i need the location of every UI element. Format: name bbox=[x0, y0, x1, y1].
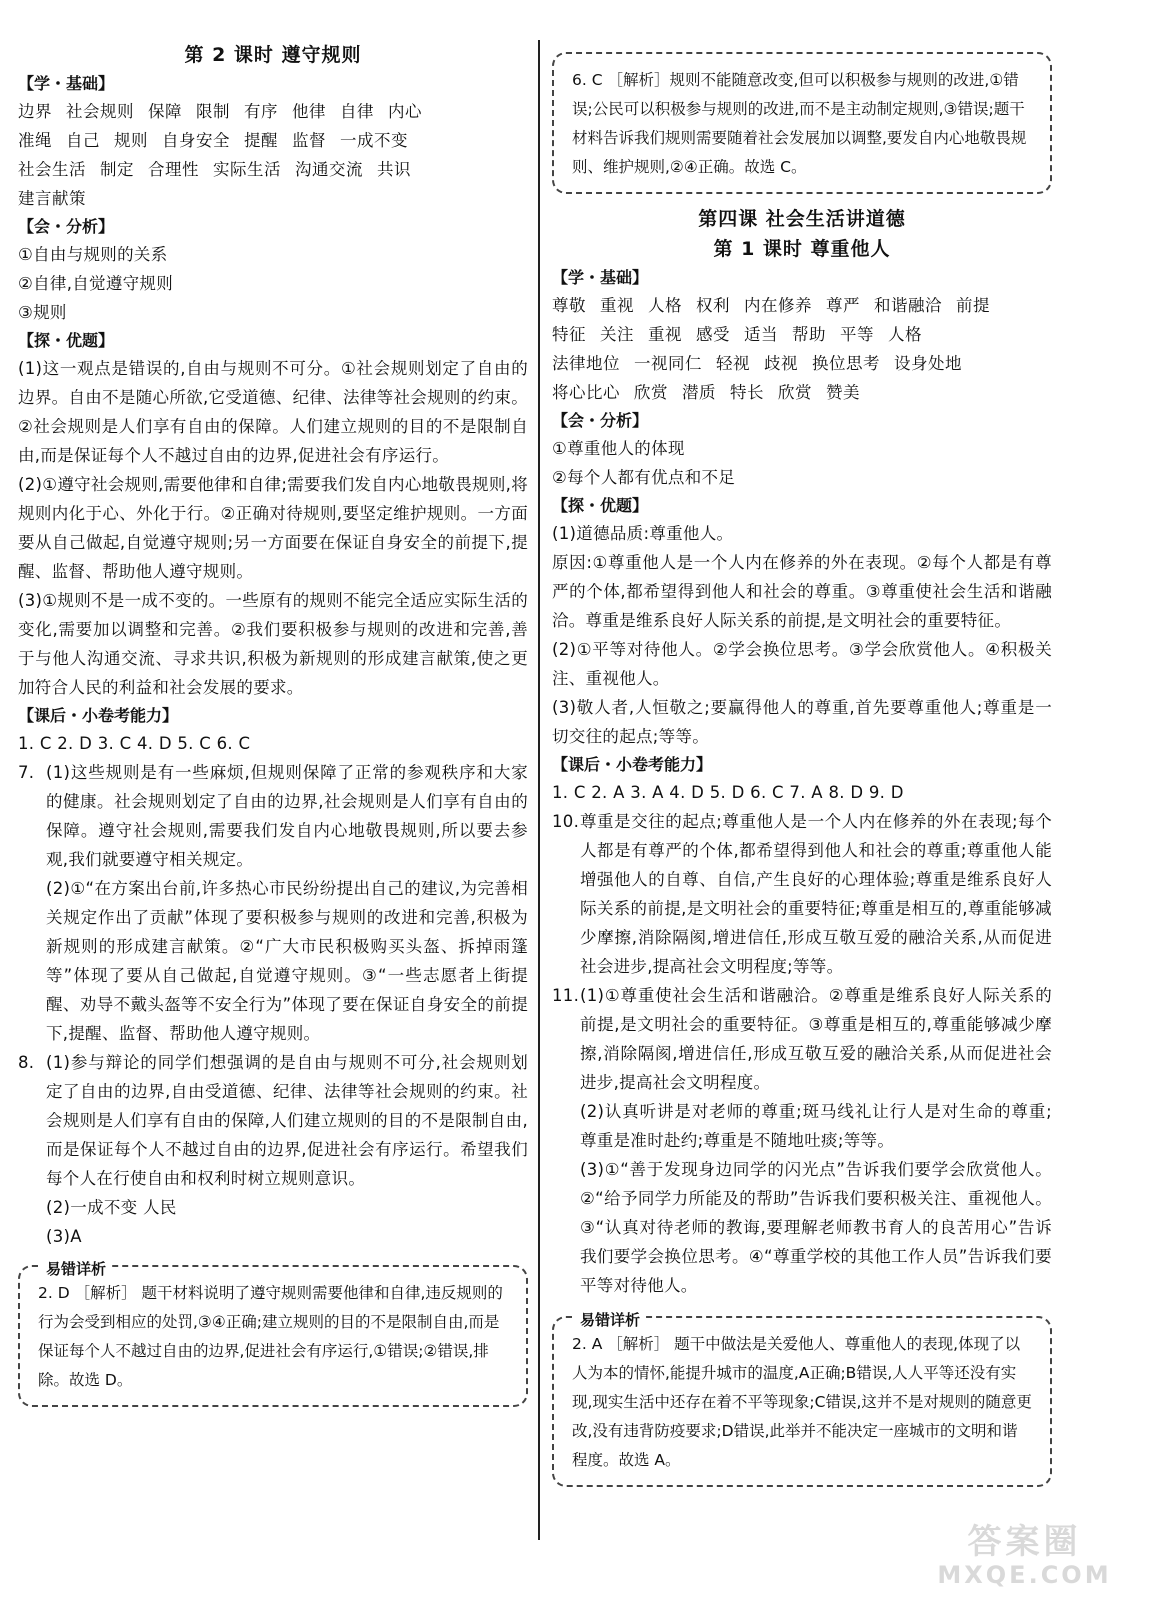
keyword: 人格 bbox=[888, 325, 922, 344]
keyword: 内在修养 bbox=[744, 296, 812, 315]
keyword: 将心比心 bbox=[552, 383, 620, 402]
keyword-row bbox=[18, 155, 528, 184]
section-heading: 【课后・小卷考能力】 bbox=[552, 755, 713, 774]
keyword: 自律 bbox=[340, 102, 374, 121]
keyword: 合理性 bbox=[148, 160, 199, 179]
keyword: 提醒 bbox=[244, 131, 278, 150]
section-heading: 【学・基础】 bbox=[18, 74, 115, 93]
keyword: 社会规则 bbox=[66, 102, 134, 121]
error-analysis-box bbox=[18, 1260, 528, 1407]
column-divider bbox=[538, 40, 540, 1540]
keyword: 适当 bbox=[744, 325, 778, 344]
keyword: 保障 bbox=[148, 102, 182, 121]
keyword: 歧视 bbox=[764, 354, 798, 373]
answer-paragraph: 尊重是交往的起点;尊重他人是一个人内在修养的外在表现;每个人都是有尊严的个体,都希望得到他人和社会的尊重;尊重他人能增强他人的自尊、自信,产生良好的心理体验;尊重是维系良好人际关系的前提,是文明社会的重要特征;尊重是相互的,尊重能够减少摩擦,消除隔阂,增进信任,形成互敬互爱的融洽关系,从而促进社会进步,提高社会文明程度;等等。 bbox=[580, 812, 1052, 976]
subsection-title: 第 1 课时 尊重他人 bbox=[713, 238, 891, 260]
answer-paragraph: (3)①“善于发现身边同学的闪光点”告诉我们要学会欣赏他人。②“给予同学力所能及的帮助”告诉我们要积极关注、重视他人。③“认真对待老师的教诲,要理解老师教书育人的良苦用心”告诉我们要学会换位思考。④“尊重学校的其他工作人员”告诉我们要平等对待他人。 bbox=[580, 1160, 1052, 1295]
keyword-list bbox=[552, 291, 1052, 407]
left-column bbox=[18, 40, 528, 1407]
answer-paragraph: (3)①规则不是一成不变的。一些原有的规则不能完全适应实际生活的变化,需要加以调整和完善。②我们要积极参与规则的改进和完善,善于与他人沟通交流、寻求共识,积极为新规则的形成建言献策,使之更加符合人民的利益和社会发展的要求。 bbox=[18, 591, 528, 697]
answer-paragraph: (3)A bbox=[46, 1227, 82, 1246]
keyword-row bbox=[552, 349, 1052, 378]
keyword-row bbox=[18, 126, 528, 155]
answer-paragraph: (3)敬人者,人恒敬之;要赢得他人的尊重,首先要尊重他人;尊重是一切交往的起点;等等。 bbox=[552, 698, 1052, 746]
lesson-title: 第四课 社会生活讲道德 bbox=[698, 208, 906, 230]
question-7 bbox=[18, 758, 528, 1048]
keyword: 换位思考 bbox=[812, 354, 880, 373]
keyword: 和谐融洽 bbox=[874, 296, 942, 315]
analysis-item: ②每个人都有优点和不足 bbox=[552, 468, 736, 487]
answer-paragraph: (2)①平等对待他人。②学会换位思考。③学会欣赏他人。④积极关注、重视他人。 bbox=[552, 640, 1052, 688]
keyword: 设身处地 bbox=[894, 354, 962, 373]
keyword: 尊敬 bbox=[552, 296, 586, 315]
answer-paragraph: (1)这些规则是有一些麻烦,但规则保障了正常的参观秩序和大家的健康。社会规则划定了自由的边界,社会规则是人们享有自由的保障。遵守社会规则,需要我们发自内心地敬畏规则,所以要去参观,我们就要遵守相关规定。 bbox=[46, 763, 528, 869]
right-column bbox=[552, 62, 1052, 1487]
analysis-item: ③规则 bbox=[18, 303, 67, 322]
answer-paragraph: (2)认真听讲是对老师的尊重;斑马线礼让行人是对生命的尊重;尊重是准时赴约;尊重是不随地吐痰;等等。 bbox=[580, 1102, 1052, 1150]
keyword: 实际生活 bbox=[213, 160, 281, 179]
question-10 bbox=[552, 807, 1052, 981]
keyword: 潜质 bbox=[682, 383, 716, 402]
keyword-list bbox=[18, 97, 528, 213]
error-analysis-box bbox=[552, 1311, 1052, 1487]
keyword: 重视 bbox=[648, 325, 682, 344]
box-label: 易错详析 bbox=[40, 1255, 112, 1284]
choice-answers: 1. C 2. A 3. A 4. D 5. D 6. C 7. A 8. D 9. D bbox=[552, 783, 904, 802]
keyword: 自身安全 bbox=[162, 131, 230, 150]
keyword-row bbox=[18, 97, 528, 126]
keyword: 欣赏 bbox=[778, 383, 812, 402]
section-heading: 【课后・小卷考能力】 bbox=[18, 706, 179, 725]
question-number: 10. bbox=[552, 812, 580, 831]
keyword: 权利 bbox=[696, 296, 730, 315]
keyword: 平等 bbox=[840, 325, 874, 344]
question-number: 7. bbox=[18, 763, 35, 782]
keyword: 沟通交流 bbox=[295, 160, 363, 179]
keyword: 边界 bbox=[18, 102, 52, 121]
analysis-item: ②自律,自觉遵守规则 bbox=[18, 274, 174, 293]
keyword: 一视同仁 bbox=[634, 354, 702, 373]
watermark-text: 答案圈 bbox=[967, 1522, 1082, 1562]
keyword: 社会生活 bbox=[18, 160, 86, 179]
analysis-item: ①尊重他人的体现 bbox=[552, 439, 685, 458]
section-heading: 【探・优题】 bbox=[552, 496, 649, 515]
keyword: 法律地位 bbox=[552, 354, 620, 373]
section-heading: 【探・优题】 bbox=[18, 331, 115, 350]
answer-paragraph: (2)一成不变 人民 bbox=[46, 1198, 177, 1217]
answer-paragraph: 原因:①尊重他人是一个人内在修养的外在表现。②每个人都是有尊严的个体,都希望得到他人和社会的尊重。③尊重使社会生活和谐融洽。尊重是维系良好人际关系的前提,是文明社会的重要特征。 bbox=[552, 553, 1052, 630]
question-8 bbox=[18, 1048, 528, 1251]
keyword: 轻视 bbox=[716, 354, 750, 373]
section-heading: 【会・分析】 bbox=[552, 411, 649, 430]
keyword: 特征 bbox=[552, 325, 586, 344]
keyword: 前提 bbox=[956, 296, 990, 315]
keyword: 有序 bbox=[244, 102, 278, 121]
keyword: 感受 bbox=[696, 325, 730, 344]
question-number: 8. bbox=[18, 1053, 35, 1072]
section-heading: 【学・基础】 bbox=[552, 268, 649, 287]
watermark-logo bbox=[917, 1522, 1132, 1592]
keyword: 他律 bbox=[292, 102, 326, 121]
keyword: 欣赏 bbox=[634, 383, 668, 402]
keyword: 帮助 bbox=[792, 325, 826, 344]
keyword: 人格 bbox=[648, 296, 682, 315]
section-heading: 【会・分析】 bbox=[18, 217, 115, 236]
watermark-url: MXQE.COM bbox=[937, 1561, 1112, 1589]
analysis-box-top bbox=[552, 52, 1052, 194]
keyword-row bbox=[18, 184, 528, 213]
keyword: 一成不变 bbox=[340, 131, 408, 150]
keyword: 特长 bbox=[730, 383, 764, 402]
keyword-row bbox=[552, 320, 1052, 349]
answer-paragraph: (2)①“在方案出台前,许多热心市民纷纷提出自己的建议,为完善相关规定作出了贡献”体现了要积极参与规则的改进和完善,积极为新规则的形成建言献策。②“广大市民积极购买头盔、拆掉雨篷等”体现了要从自己做起,自觉遵守规则。③“一些志愿者上街提醒、劝导不戴头盔等不安全行为”体现了要在保证自身安全的前提下,提醒、监督、帮助他人遵守规则。 bbox=[46, 879, 528, 1043]
keyword: 规则 bbox=[114, 131, 148, 150]
answer-paragraph: (1)道德品质:尊重他人。 bbox=[552, 524, 734, 543]
keyword: 自己 bbox=[66, 131, 100, 150]
keyword: 尊严 bbox=[826, 296, 860, 315]
answer-paragraph: (1)这一观点是错误的,自由与规则不可分。①社会规则划定了自由的边界。自由不是随心所欲,它受道德、纪律、法律等社会规则的约束。②社会规则是人们享有自由的保障。人们建立规则的目的不是限制自由,而是保证每个人不越过自由的边界,促进社会有序运行。 bbox=[18, 359, 528, 465]
keyword: 限制 bbox=[196, 102, 230, 121]
keyword: 重视 bbox=[600, 296, 634, 315]
keyword: 赞美 bbox=[826, 383, 860, 402]
answer-paragraph: (1)①尊重使社会生活和谐融洽。②尊重是维系良好人际关系的前提,是文明社会的重要特征。③尊重是相互的,尊重能够减少摩擦,消除隔阂,增进信任,形成互敬互爱的融洽关系,从而促进社会进步,提高社会文明程度。 bbox=[580, 986, 1052, 1092]
question-11 bbox=[552, 981, 1052, 1300]
keyword-row bbox=[552, 291, 1052, 320]
keyword: 监督 bbox=[292, 131, 326, 150]
keyword: 准绳 bbox=[18, 131, 52, 150]
keyword: 制定 bbox=[100, 160, 134, 179]
lesson-title: 第 2 课时 遵守规则 bbox=[184, 44, 362, 66]
keyword: 建言献策 bbox=[18, 189, 86, 208]
keyword: 关注 bbox=[600, 325, 634, 344]
keyword: 内心 bbox=[388, 102, 422, 121]
keyword: 共识 bbox=[377, 160, 411, 179]
box-label: 易错详析 bbox=[574, 1306, 646, 1335]
box-text: 2. A ［解析］ 题干中做法是关爱他人、尊重他人的表现,体现了以人为本的情怀,能提升城市的温度,A正确;B错误,人人平等还没有实现,现实生活中还存在着不平等现象;C错误,这并不是对规则的随意更改,没有违背防疫要求;D错误,此举并不能决定一座城市的文明和谐程度。故选 A。 bbox=[572, 1335, 1032, 1469]
answer-paragraph: (2)①遵守社会规则,需要他律和自律;需要我们发自内心地敬畏规则,将规则内化于心、外化于行。②正确对待规则,要坚定维护规则。一方面要从自己做起,自觉遵守规则;另一方面要在保证自身安全的前提下,提醒、监督、帮助他人遵守规则。 bbox=[18, 475, 528, 581]
answer-paragraph: (1)参与辩论的同学们想强调的是自由与规则不可分,社会规则划定了自由的边界,自由受道德、纪律、法律等社会规则的约束。社会规则是人们享有自由的保障,人们建立规则的目的不是限制自由,而是保证每个人不越过自由的边界,促进社会有序运行。希望我们每个人在行使自由和权利时树立规则意识。 bbox=[46, 1053, 528, 1188]
box-text: 6. C ［解析］规则不能随意改变,但可以积极参与规则的改进,①错误;公民可以积极参与规则的改进,而不是主动制定规则,③错误;题干材料告诉我们规则需要随着社会发展加以调整,要发自内心地敬畏规则、维护规则,②④正确。故选 C。 bbox=[572, 71, 1027, 176]
box-text: 2. D ［解析］ 题干材料说明了遵守规则需要他律和自律,违反规则的行为会受到相应的处罚,③④正确;建立规则的目的不是限制自由,而是保证每个人不越过自由的边界,促进社会有序运行,①错误;②错误,排除。故选 D。 bbox=[38, 1284, 503, 1389]
choice-answers: 1. C 2. D 3. C 4. D 5. C 6. C bbox=[18, 734, 251, 753]
keyword-row bbox=[552, 378, 1052, 407]
analysis-item: ①自由与规则的关系 bbox=[18, 245, 168, 264]
question-number: 11. bbox=[552, 986, 580, 1005]
